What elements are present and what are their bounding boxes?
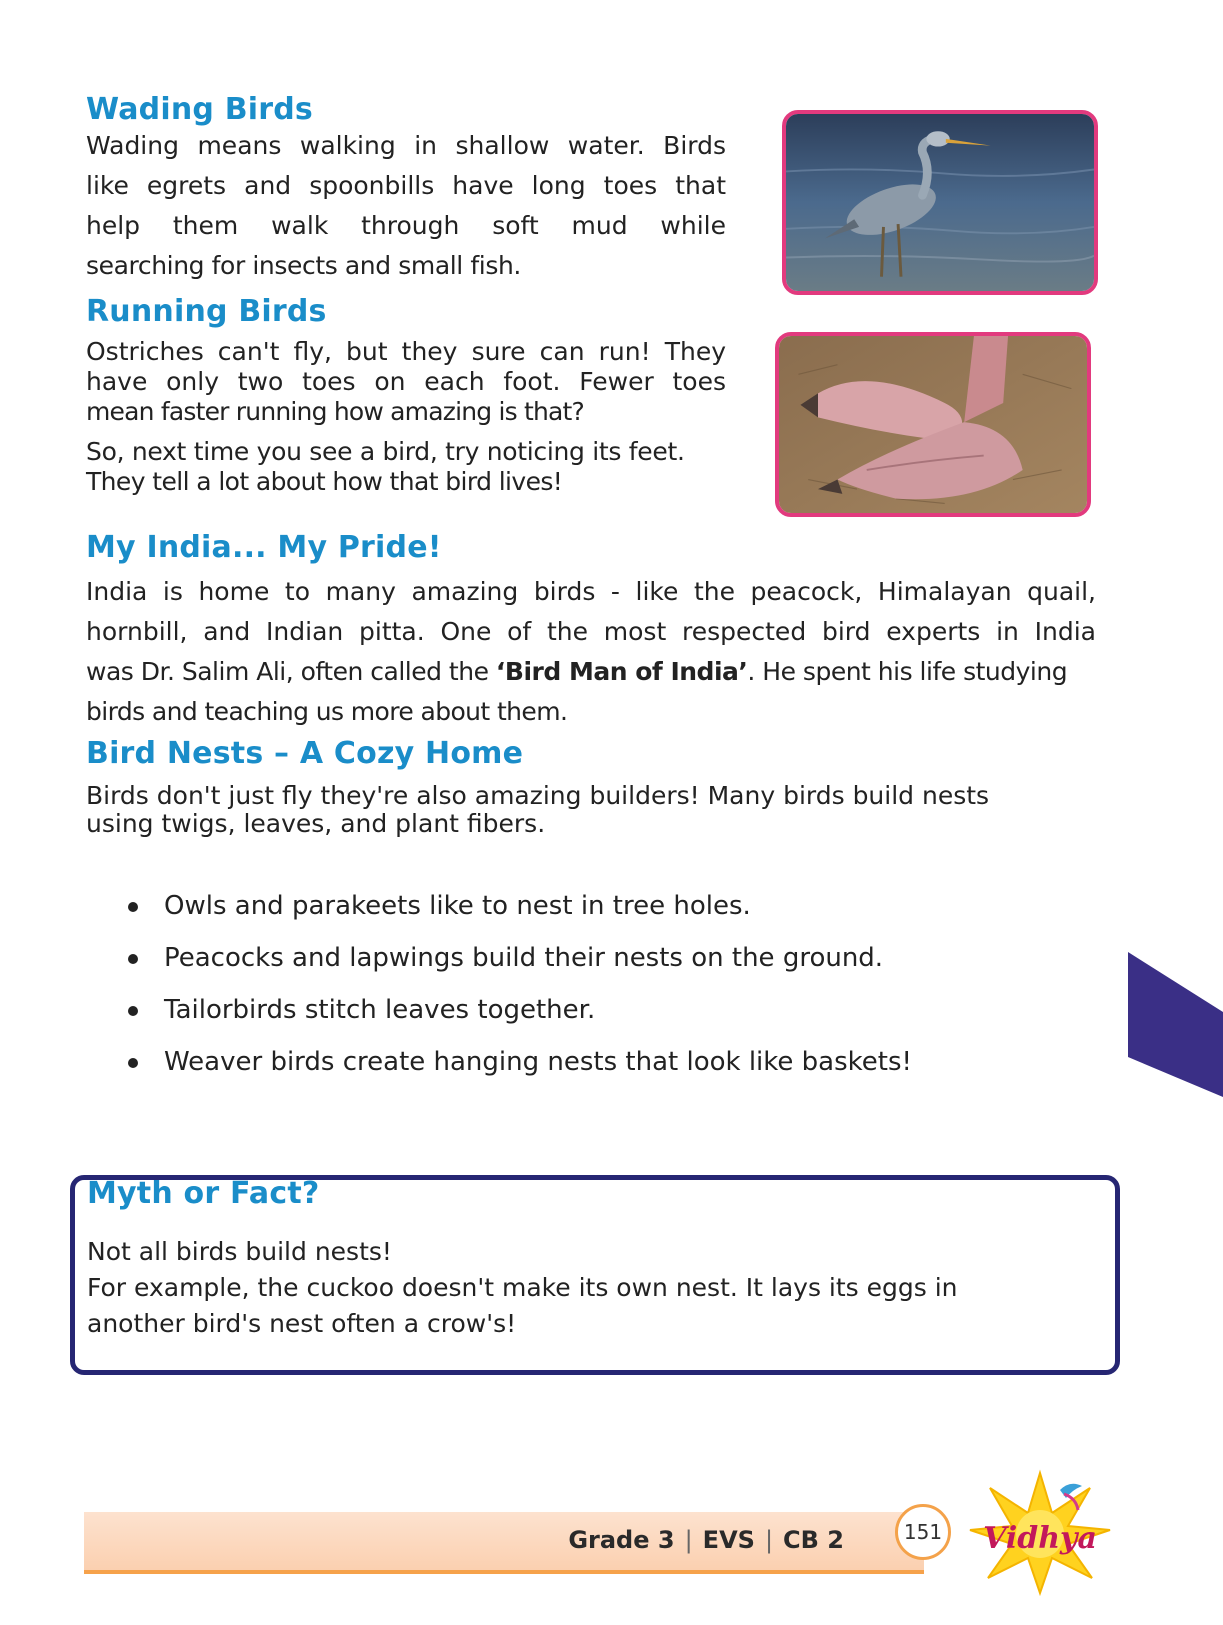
text-line (86, 652, 1096, 692)
footer-subject: EVS (702, 1526, 755, 1554)
text-span: . He spent his life studying (747, 657, 1068, 686)
my-india-heading: My India... My Pride! (86, 530, 442, 565)
text-line: Ostriches can't fly, but they sure can run! They (86, 337, 726, 366)
text-line: Birds don't just fly they're also amazing builders! Many birds build nests (86, 781, 990, 810)
text-line: They tell a lot about how that bird lives! (86, 467, 563, 496)
text-line: India is home to many amazing birds - like the peacock, Himalayan quail, (86, 577, 1096, 606)
list-item (120, 1036, 1020, 1088)
myth-or-fact-heading: Myth or Fact? (87, 1176, 320, 1211)
text-span: was Dr. Salim Ali, often called the (86, 657, 496, 686)
footer-grade: Grade 3 (568, 1526, 675, 1554)
list-item (120, 984, 1020, 1036)
wading-birds-text (86, 126, 726, 286)
text-line: searching for insects and small fish. (86, 251, 521, 280)
text-line: another bird's nest often a crow's! (87, 1309, 517, 1338)
text-line: have only two toes on each foot. Fewer toes (86, 367, 726, 396)
bird-nests-heading: Bird Nests – A Cozy Home (86, 736, 524, 771)
list-item (120, 932, 1020, 984)
list-item-text: Owls and parakeets like to nest in tree holes. (164, 891, 751, 921)
running-birds-heading: Running Birds (86, 294, 327, 329)
text-line: So, next time you see a bird, try noticing its feet. (86, 437, 685, 466)
myth-or-fact-text (87, 1234, 1087, 1342)
bullet-icon (128, 1006, 138, 1016)
text-line: help them walk through soft mud while (86, 211, 726, 240)
logo-text: Vidhya (983, 1521, 1097, 1556)
text-line: Wading means walking in shallow water. Birds (86, 131, 726, 160)
bird-nests-text (86, 782, 1086, 838)
text-line: using twigs, leaves, and plant fibers. (86, 809, 546, 838)
footer-book-info (568, 1526, 844, 1554)
footer-separator: | (684, 1526, 693, 1554)
bullet-icon (128, 902, 138, 912)
bullet-icon (128, 1058, 138, 1068)
list-item-text: Weaver birds create hanging nests that look like baskets! (164, 1047, 912, 1077)
wading-birds-heading: Wading Birds (86, 92, 313, 127)
list-item-text: Peacocks and lapwings build their nests on the ground. (164, 943, 884, 973)
myth-or-fact-box (70, 1175, 1120, 1375)
nest-types-list (120, 880, 1020, 1088)
list-item-text: Tailorbirds stitch leaves together. (164, 995, 596, 1025)
text-line: mean faster running how amazing is that? (86, 397, 585, 426)
page-number: 151 (895, 1504, 951, 1560)
bullet-icon (128, 954, 138, 964)
vidhya-logo (960, 1468, 1120, 1598)
text-line: birds and teaching us more about them. (86, 697, 568, 726)
heron-photo (782, 110, 1098, 295)
side-tab-marker (1128, 952, 1223, 1097)
my-india-text (86, 572, 1096, 732)
footer-separator: | (764, 1526, 774, 1554)
list-item (120, 880, 1020, 932)
text-line: Not all birds build nests! (87, 1237, 392, 1266)
running-birds-text (86, 337, 726, 497)
footer-book: CB 2 (783, 1526, 844, 1554)
text-line: For example, the cuckoo doesn't make its own nest. It lays its eggs in (87, 1273, 958, 1302)
ostrich-feet-photo (775, 332, 1091, 517)
footer-bar (84, 1512, 924, 1574)
text-line: like egrets and spoonbills have long toes that (86, 171, 726, 200)
bird-man-emphasis: ‘Bird Man of India’ (495, 657, 748, 686)
text-line: hornbill, and Indian pitta. One of the most respected bird experts in India (86, 617, 1096, 646)
